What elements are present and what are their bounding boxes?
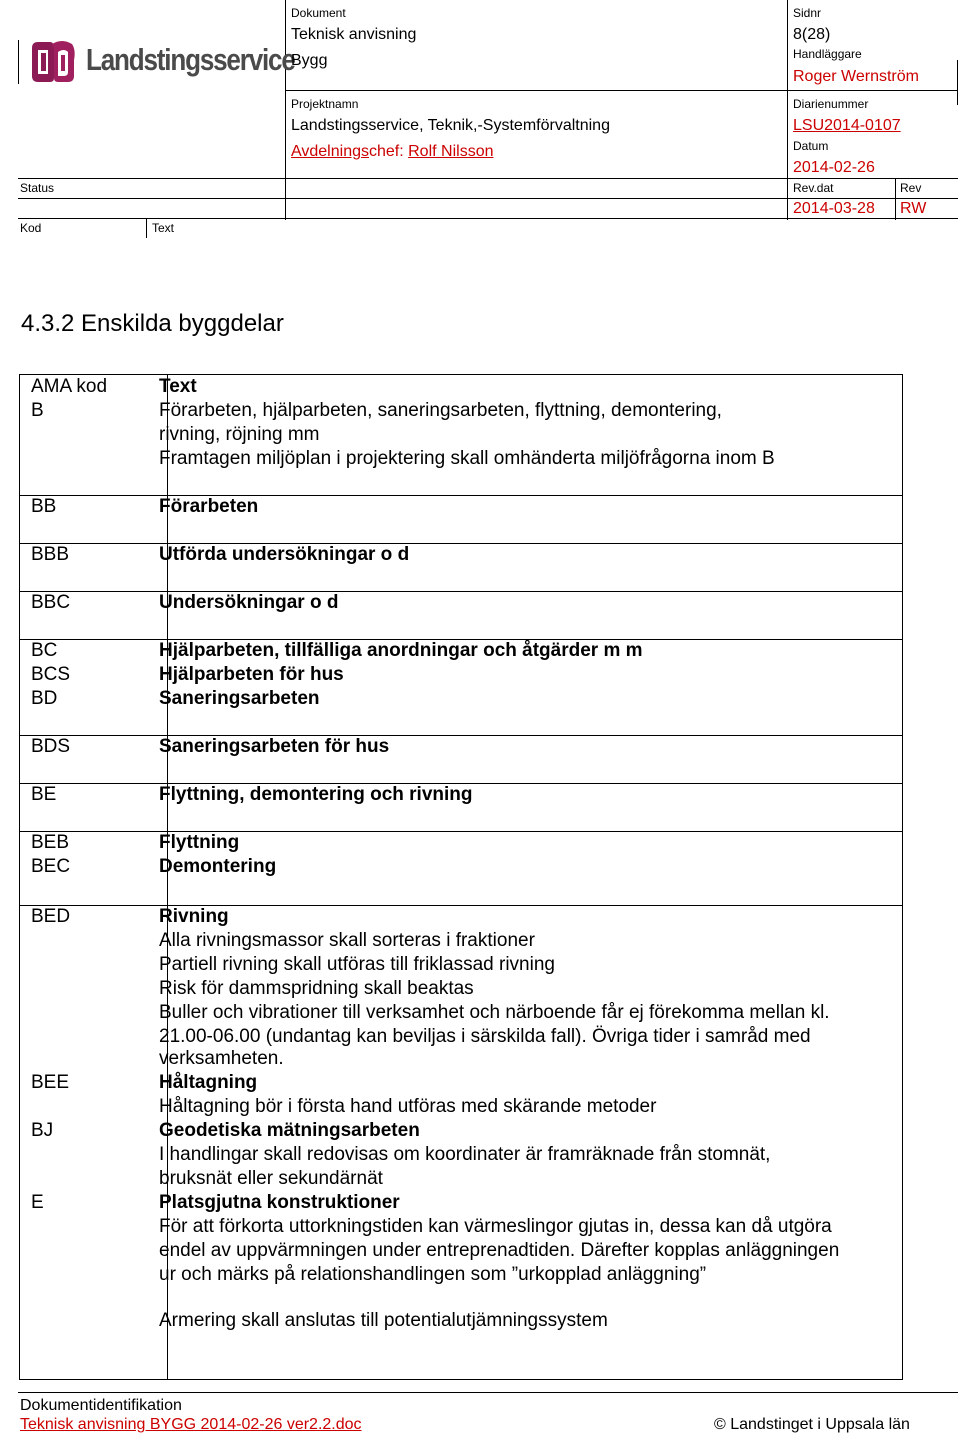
row-divider <box>20 591 902 592</box>
row-divider <box>20 735 902 736</box>
table-row-text: Framtagen miljöplan i projektering skall omhänderta miljöfrågorna inom B <box>159 448 775 469</box>
table-row-kod: BE <box>31 784 57 805</box>
table-row-text: Flyttning, demontering och rivning <box>159 784 473 805</box>
table-row-text: Saneringsarbeten <box>159 688 320 709</box>
table-row-kod: B <box>31 400 44 421</box>
diarienummer-value: LSU2014-0107 <box>793 117 901 134</box>
table-row-text: För att förkorta uttorkningstiden kan värmeslingor gjutas in, dessa kan då utgöra <box>159 1216 832 1237</box>
table-row-kod: BEB <box>31 832 70 853</box>
header-rule-1 <box>285 90 958 91</box>
sidnr-label: Sidnr <box>793 6 822 20</box>
avdelningschef-line <box>291 143 493 161</box>
header-rev-divider <box>895 178 896 220</box>
handlaggare-label: Handläggare <box>793 47 862 61</box>
header-kod-divider <box>146 218 147 238</box>
table-row-text: Håltagning bör i första hand utföras med skärande metoder <box>159 1096 657 1117</box>
table-row-text: bruksnät eller sekundärnät <box>159 1168 383 1189</box>
status-label: Status <box>20 181 55 195</box>
table-row-kod: BC <box>31 640 58 661</box>
logo-emblem-icon <box>28 38 78 84</box>
section-title: 4.3.2 Enskilda byggdelar <box>21 310 284 337</box>
table-row-text: Förarbeten <box>159 496 259 517</box>
header-rule-2 <box>18 178 958 179</box>
table-row-text: Demontering <box>159 856 277 877</box>
table-row-text: Risk för dammspridning skall beaktas <box>159 978 474 999</box>
table-row-kod: BD <box>31 688 58 709</box>
table-head-text: Text <box>159 376 197 397</box>
footer-copyright: © Landstinget i Uppsala län <box>714 1416 910 1433</box>
byggdelar-table <box>19 374 903 1380</box>
header-divider-1 <box>285 0 286 220</box>
datum-value: 2014-02-26 <box>793 159 875 176</box>
table-row-text: Undersökningar o d <box>159 592 339 613</box>
table-row-text: Platsgjutna konstruktioner <box>159 1192 400 1213</box>
row-divider <box>20 831 902 832</box>
row-divider <box>20 543 902 544</box>
rev-value: RW <box>900 200 927 217</box>
table-row-text: Saneringsarbeten för hus <box>159 736 390 757</box>
rev-label: Rev <box>900 181 922 195</box>
projektnamn-value: Landstingsservice, Teknik,-Systemförvaltning <box>291 117 610 134</box>
table-head-kod: AMA kod <box>31 376 108 397</box>
table-row-kod: BB <box>31 496 57 517</box>
table-row-text: Hjälparbeten för hus <box>159 664 344 685</box>
table-row-text: rivning, röjning mm <box>159 424 320 445</box>
header-rule-4 <box>18 218 958 219</box>
datum-label: Datum <box>793 139 829 153</box>
table-row-text: Håltagning <box>159 1072 258 1093</box>
table-row-text: Buller och vibrationer till verksamhet och närboende får ej förekomma mellan kl. <box>159 1002 830 1023</box>
table-row-text: ur och märks på relationshandlingen som ”urkopplad anläggning” <box>159 1264 707 1285</box>
footer-document-id: Teknisk anvisning BYGG 2014-02-26 ver2.2.doc <box>20 1416 362 1433</box>
kod-label: Kod <box>20 221 42 235</box>
table-row-kod: BEE <box>31 1072 70 1093</box>
table-row-kod: BBC <box>31 592 71 613</box>
handlaggare-value: Roger Wernström <box>793 68 919 85</box>
dokument-value-1: Teknisk anvisning <box>291 26 417 43</box>
sidnr-value: 8(28) <box>793 26 831 43</box>
table-row-kod: BBB <box>31 544 70 565</box>
row-divider <box>20 905 902 906</box>
table-row-kod: BED <box>31 906 71 927</box>
footer-label: Dokumentidentifikation <box>20 1397 182 1414</box>
table-row-text: 21.00-06.00 (undantag kan beviljas i särskilda fall). Övriga tider i samråd med <box>159 1026 811 1047</box>
footer-rule <box>18 1392 958 1393</box>
text-label: Text <box>152 221 175 235</box>
avdelningschef-label: chef: <box>368 143 409 160</box>
table-row-kod: BJ <box>31 1120 54 1141</box>
avdelningschef-name-link[interactable]: Rolf Nilsson <box>408 143 494 160</box>
header-divider-2 <box>787 0 788 220</box>
table-row-kod: BCS <box>31 664 71 685</box>
header-rule-3 <box>18 198 958 199</box>
table-row-text: Utförda undersökningar o d <box>159 544 410 565</box>
logo-wordmark: Landstingsservice <box>86 42 295 77</box>
table-row-kod: E <box>31 1192 44 1213</box>
table-row-text: I handlingar skall redovisas om koordinater är framräknade från stomnät, <box>159 1144 771 1165</box>
table-row-text: endel av uppvärmningen under entreprenadtiden. Därefter kopplas anläggningen <box>159 1240 840 1261</box>
table-row-text: Hjälparbeten, tillfälliga anordningar och åtgärder m m <box>159 640 643 661</box>
table-row-text: Rivning <box>159 906 229 927</box>
diarienummer-label: Diarienummer <box>793 97 869 111</box>
table-row-text: Partiell rivning skall utföras till friklassad rivning <box>159 954 555 975</box>
dokument-value-2: Bygg <box>291 52 328 69</box>
table-row-text: Armering skall anslutas till potentialutjämningssystem <box>159 1310 608 1331</box>
projektnamn-label: Projektnamn <box>291 97 359 111</box>
row-divider <box>20 495 902 496</box>
header-right-border <box>957 60 958 105</box>
revdat-value: 2014-03-28 <box>793 200 875 217</box>
table-row-text: Alla rivningsmassor skall sorteras i fraktioner <box>159 930 535 951</box>
table-row-text: Flyttning <box>159 832 240 853</box>
table-row-text: verksamheten. <box>159 1048 284 1069</box>
table-row-kod: BEC <box>31 856 71 877</box>
avdelnings-link[interactable]: Avdelnings <box>291 143 369 160</box>
dokument-label: Dokument <box>291 6 346 20</box>
header-left-border <box>18 40 19 84</box>
revdat-label: Rev.dat <box>793 181 834 195</box>
table-row-text: Förarbeten, hjälparbeten, saneringsarbeten, flyttning, demontering, <box>159 400 722 421</box>
landstingsservice-logo <box>28 38 295 84</box>
table-row-text: Geodetiska mätningsarbeten <box>159 1120 420 1141</box>
table-row-kod: BDS <box>31 736 71 757</box>
